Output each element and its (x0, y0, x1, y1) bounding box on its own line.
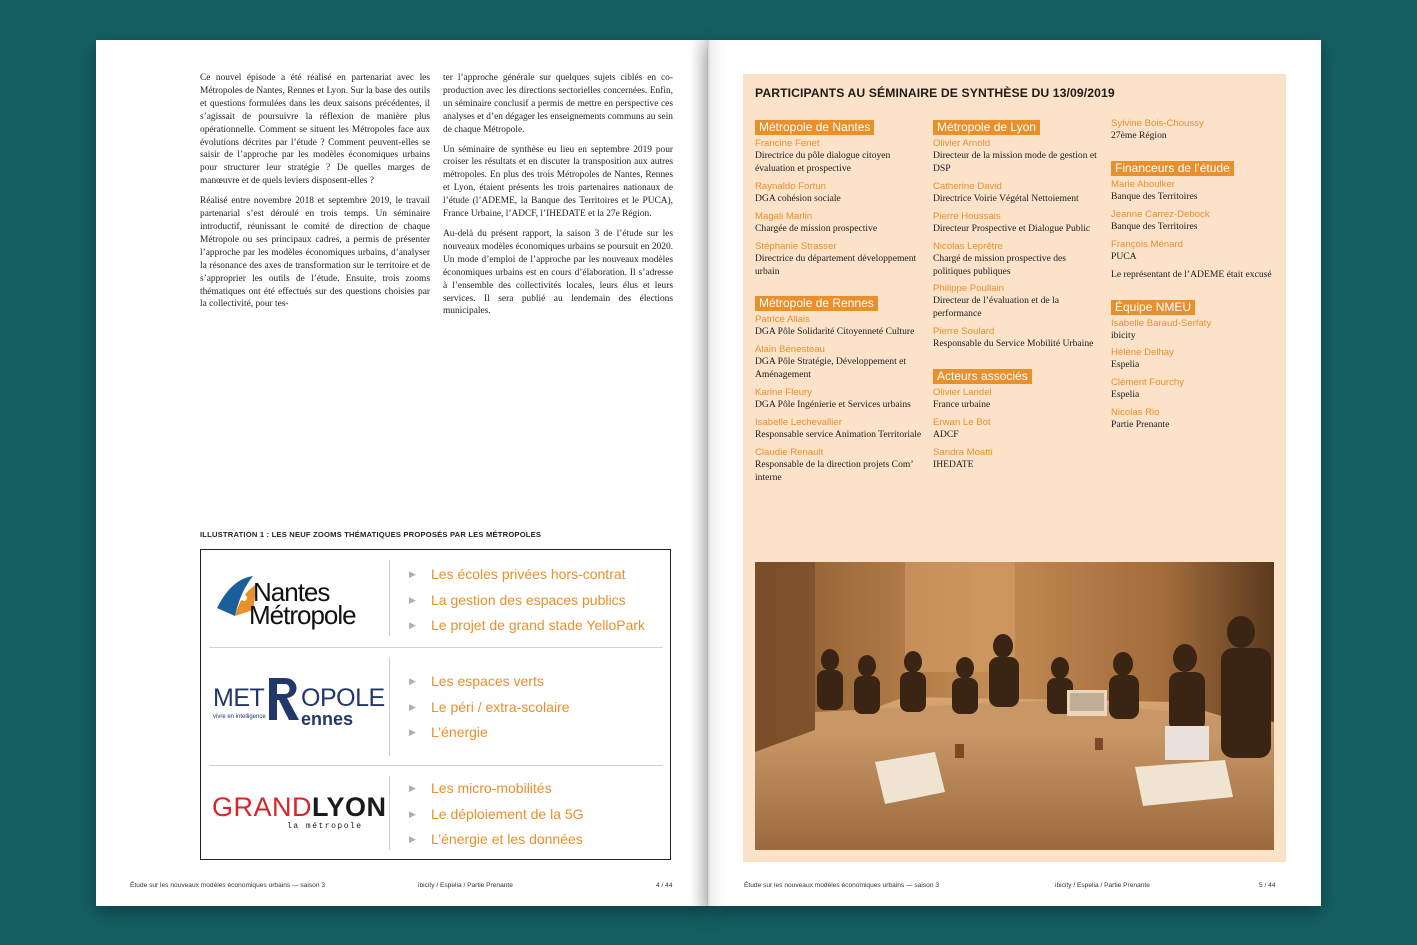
footer-title: Étude sur les nouveaux modèles économiques urbains — saison 3 (744, 882, 939, 889)
participant-name: Nicolas Leprêtre (933, 240, 1003, 252)
zoom-item: ▶ La gestion des espaces publics (409, 588, 645, 614)
grand-lyon-wordmark (212, 792, 387, 823)
text-column-1 (200, 72, 430, 318)
participant-name: Pierre Houssais (933, 210, 1001, 222)
footer-page-number: 4 / 44 (656, 882, 673, 889)
participants-column-3 (1111, 118, 1281, 448)
participants-title: PARTICIPANTS AU SÉMINAIRE DE SYNTHÈSE DU 13/09/2019 (755, 86, 1115, 100)
participant-role: Directeur Prospective et Dialogue Public (933, 222, 1091, 234)
participant-name: Isabelle Lechevallier (755, 417, 842, 429)
participant-role: Directeur de l’évaluation et de la performance (933, 295, 1059, 320)
participant-name: Clément Fourchy (1111, 377, 1185, 389)
participant-name: Claudie Renault (755, 446, 824, 458)
bullet-arrow-icon: ▶ (409, 783, 416, 793)
divider (389, 776, 390, 850)
rennes-metropole-logo (209, 648, 385, 766)
paragraph: Un séminaire de synthèse eu lieu en septembre 2019 pour croiser les résultats et en discuter la transposition aux autres métropoles. En plus des trois Métropoles de Nantes, Rennes et Lyon, étaient présents les trois partenaires nationaux de l’étude (l’ADEME, la Banque des Territoires et le PUCA), France Urbaine, l’ADCF, l’IHEDATE et la 27e Région. (443, 144, 673, 220)
participant-section (755, 294, 925, 484)
participant-section (1111, 159, 1281, 282)
paragraph: Au-delà du présent rapport, la saison 3 de l’étude sur les nouveaux modèles économiques urbains se poursuit en 2020. Un mode d’emploi de l’approche par les nouveaux modèles économiques urbains est en cours d’élaboration. Il s’adresse à l’ensemble des collectivités locales, leurs élus et leurs services. Il sera publié au lendemain des élections municipales. (443, 228, 673, 317)
participant-role: DGA Pôle Stratégie, Développement et Aménagement (755, 356, 907, 381)
zoom-item: ▶ Le péri / extra-scolaire (409, 695, 570, 721)
seminar-photo (755, 562, 1274, 850)
participant-section (933, 367, 1103, 472)
zoom-item: ▶ Les micro-mobilités (409, 776, 584, 802)
bullet-arrow-icon: ▶ (409, 569, 416, 579)
rennes-logo-tagline: vivre en intelligence (213, 714, 266, 720)
participant-name: Patrice Allais (755, 314, 810, 326)
section-heading: Acteurs associés (933, 369, 1032, 384)
participant-name: Olivier Landel (933, 387, 992, 399)
participant-role: DGA Pôle Solidarité Citoyenneté Culture (755, 326, 915, 338)
right-page (708, 40, 1321, 906)
paragraph: Réalisé entre novembre 2018 et septembre 2019, le travail partenarial s’est déroulé en trois temps. Un séminaire introductif, réunissant le comité de direction de chaque Métropole ou ses principaux cadres, a permis de présenter l’approche par les modèles économiques urbains, d’analyser la résonance des axes de transformation sur le territoire et de s’approprier les outils de l’étude. Ensuite, trois zooms thématiques ont été effectués sur des questions choisies par la collectivité, pour tes- (200, 196, 430, 310)
participant-name: Erwan Le Bot (933, 417, 991, 429)
participant-name: Stéphanie Strasser (755, 240, 837, 252)
grand-lyon-grand: GRAND (212, 792, 313, 822)
section-heading: Métropole de Rennes (755, 296, 878, 311)
participant-name: Isabelle Baraud-Serfaty (1111, 317, 1212, 329)
zoom-item: ▶ Le projet de grand stade YelloPark (409, 613, 645, 639)
zoom-row-nantes (209, 550, 663, 646)
zoom-item: ▶ Les espaces verts (409, 669, 570, 695)
bullet-arrow-icon: ▶ (409, 808, 416, 819)
participant-name: Alain Bénesteau (755, 344, 825, 356)
participant-role: Directrice du pôle dialogue citoyen évaluation et prospective (755, 150, 891, 174)
divider (389, 658, 390, 756)
rennes-logo-name: ennes (301, 709, 354, 729)
participant-name: Hélène Delhay (1111, 347, 1174, 359)
participant-role: DGA cohésion sociale (755, 192, 841, 204)
nantes-metropole-logo (209, 550, 381, 646)
participant-role: ibicity (1111, 329, 1136, 341)
bullet-arrow-icon: ▶ (409, 701, 416, 712)
participant-role: Responsable de la direction projets Com’ interne (755, 458, 913, 483)
participant-name: Karine Fleury (755, 387, 813, 399)
rennes-r-emblem-icon (265, 674, 305, 724)
participant-name: Pierre Soulard (933, 326, 995, 338)
bullet-arrow-icon: ▶ (409, 594, 416, 605)
participant-role: ADCF (933, 429, 959, 441)
rennes-logo-pre: MET (213, 684, 265, 712)
zoom-row-lyon (209, 765, 663, 860)
section-heading: Métropole de Nantes (755, 120, 874, 135)
bullet-arrow-icon: ▶ (409, 676, 416, 686)
paragraph: Ce nouvel épisode a été réalisé en partenariat avec les Métropoles de Nantes, Rennes et Lyon. Sur la base des outils et questions formulées dans les deux saisons précédentes, il s’agissait de poursuivre la réflexion de manière plus opérationnelle. Comment se situent les Métropoles face aux évolutions décrites par l’étude ? Comment peuvent-elles se saisir de l’approche par les modèles économiques urbains pour structurer leur stratégie ? De quelles marges de manœuvre et de quels leviers disposent-elles ? (200, 73, 430, 187)
participant-section (1111, 118, 1281, 143)
participant-section (755, 118, 925, 278)
zoom-list-lyon (409, 776, 584, 853)
participant-role: Le représentant de l’ADEME était excusé (1111, 268, 1272, 280)
participants-panel (743, 74, 1286, 862)
participants-column-1 (755, 118, 925, 501)
participant-name: Olivier Arnold (933, 138, 991, 149)
text-column-2 (443, 72, 673, 325)
zoom-item: ▶ Le déploiement de la 5G (409, 802, 584, 828)
participant-role: Banque des Territoires (1111, 190, 1198, 202)
grand-lyon-tagline: la métropole (287, 822, 363, 831)
zoom-item: ▶ Les écoles privées hors-contrat (409, 562, 645, 588)
grand-lyon-logo (209, 766, 387, 860)
zoom-item: ▶ L’énergie et les données (409, 827, 584, 853)
participant-role: Partie Prenante (1111, 419, 1170, 431)
left-page (96, 40, 708, 906)
participant-name: Nicolas Rio (1111, 407, 1160, 419)
section-heading: Équipe NMEU (1111, 300, 1195, 315)
footer-partners: ibicity / Espelia / Partie Prenante (418, 882, 513, 889)
participant-name: François Ménard (1111, 238, 1183, 250)
participant-role: PUCA (1111, 250, 1137, 262)
participant-role: Banque des Territoires (1111, 220, 1198, 232)
book-spine-shadow (690, 40, 726, 906)
rennes-logo-post: OPOLE (301, 684, 385, 712)
section-heading: Financeurs de l’étude (1111, 161, 1234, 176)
participant-name: Philippe Poullain (933, 283, 1004, 295)
footer-partners: ibicity / Espelia / Partie Prenante (1055, 882, 1150, 889)
meeting-photo-illustration (755, 562, 1274, 850)
participant-name: Francine Fenet (755, 138, 820, 149)
divider (389, 560, 390, 636)
participant-name: Raynaldo Fortun (755, 180, 826, 192)
participant-section (933, 118, 1103, 351)
participant-role: Directrice du département développement urbain (755, 252, 917, 277)
participant-role: Espelia (1111, 389, 1140, 401)
participant-role: Directeur de la mission mode de gestion et DSP (933, 150, 1097, 174)
participant-section (1111, 298, 1281, 433)
section-heading: Métropole de Lyon (933, 120, 1040, 135)
bullet-arrow-icon: ▶ (409, 620, 416, 630)
participant-role: Chargée de mission prospective (755, 222, 878, 234)
nantes-logo-line2: Métropole (249, 600, 356, 630)
zoom-list-rennes (409, 669, 570, 746)
participant-name: Jeanne Carrez-Debock (1111, 208, 1210, 220)
paragraph: ter l’approche générale sur quelques sujets ciblés en co-production avec les directions sectorielles concernées. Enfin, un séminaire conclusif a permis de mettre en perspective ces analyses et d’en dégager les enseignements communs au sein de chaque Métropole. (443, 73, 673, 135)
footer-title: Étude sur les nouveaux modèles économiques urbains — saison 3 (130, 882, 325, 889)
zoom-row-rennes (209, 647, 663, 766)
participant-role: 27ème Région (1111, 130, 1167, 141)
participant-name: Sylvine Bois-Choussy (1111, 118, 1204, 129)
participant-role: Responsable service Animation Territoriale (755, 429, 922, 441)
zoom-list-nantes (409, 562, 645, 639)
participant-role: IHEDATE (933, 458, 974, 470)
participant-name: Sandra Moatti (933, 446, 993, 458)
participant-role: Responsable du Service Mobilité Urbaine (933, 338, 1094, 350)
participant-name: Magali Marlin (755, 210, 813, 222)
participant-role: Directrice Voirie Végétal Nettoiement (933, 192, 1079, 204)
participant-name: Marie Aboulker (1111, 178, 1175, 190)
participant-name: Catherine David (933, 180, 1002, 192)
nantes-logo-line1: Nantes (253, 577, 330, 607)
footer-page-number: 5 / 44 (1259, 882, 1276, 889)
illustration-title: ILLUSTRATION 1 : LES NEUF ZOOMS THÉMATIQUES PROPOSÉS PAR LES MÉTROPOLES (200, 530, 542, 539)
zoom-item: ▶ L’énergie (409, 720, 570, 746)
participant-role: Chargé de mission prospective des politiques publiques (933, 252, 1067, 277)
zooms-table (200, 549, 671, 860)
bullet-arrow-icon: ▶ (409, 727, 416, 737)
grand-lyon-lyon: LYON (312, 792, 387, 822)
participants-column-2 (933, 118, 1103, 488)
participant-role: Espelia (1111, 359, 1140, 371)
bullet-arrow-icon: ▶ (409, 834, 416, 844)
participant-role: DGA Pôle Ingénierie et Services urbains (755, 399, 911, 411)
participant-role: France urbaine (933, 399, 991, 411)
